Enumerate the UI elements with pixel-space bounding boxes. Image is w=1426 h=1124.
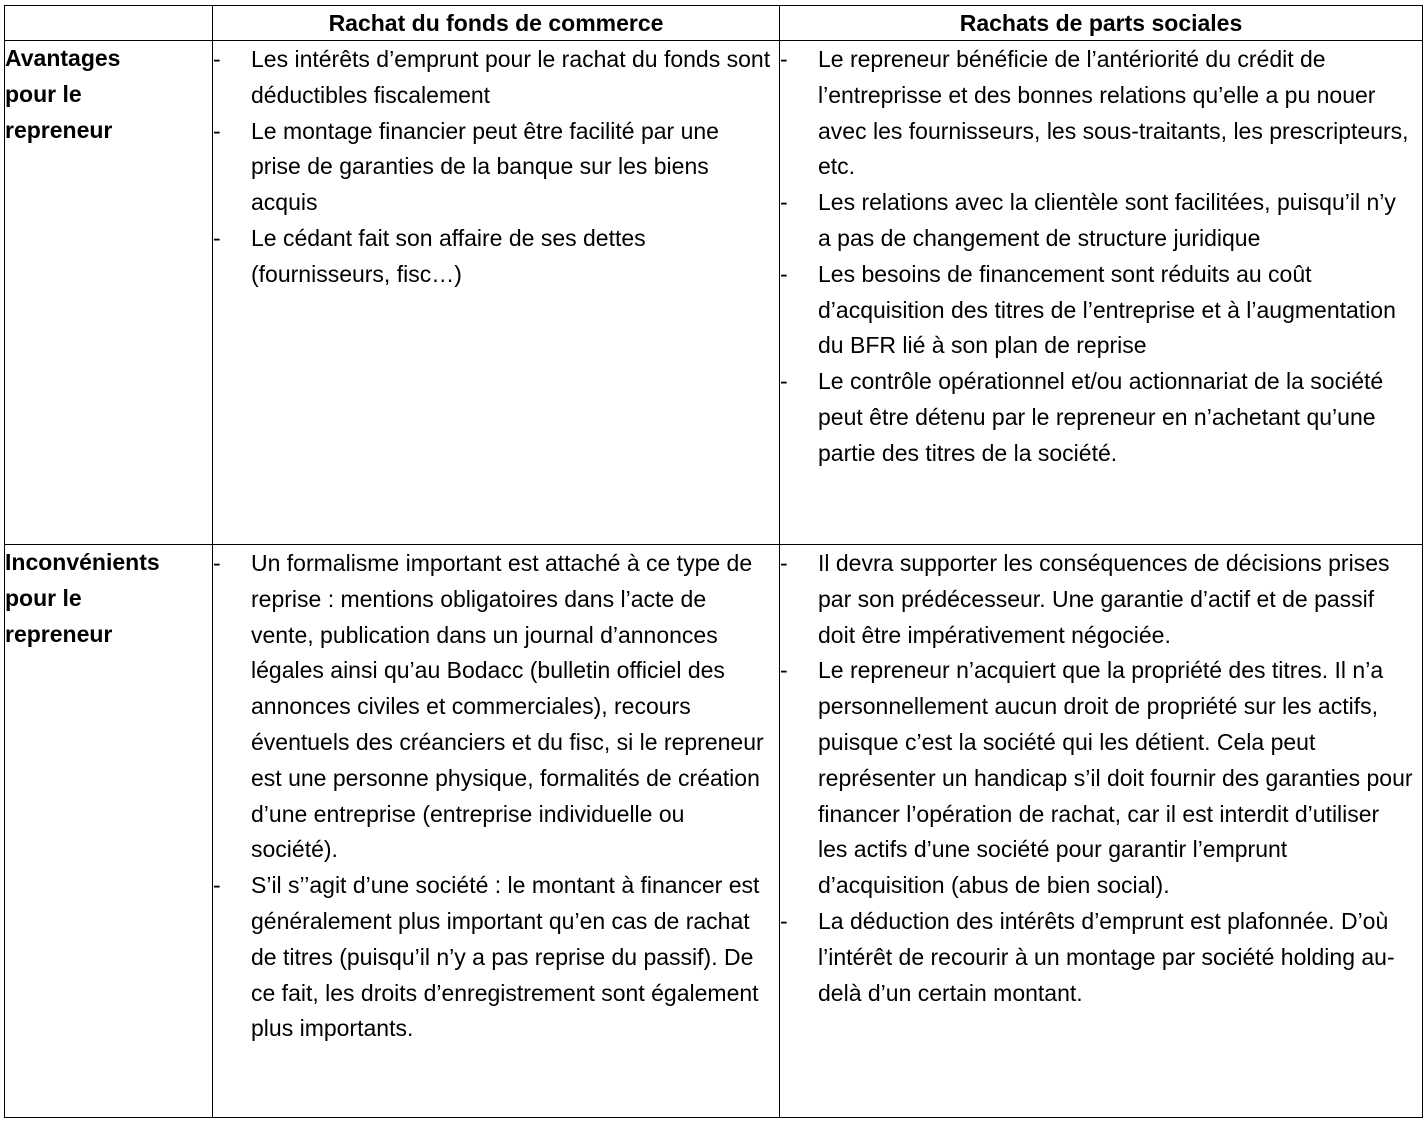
bullet-dash: - xyxy=(780,189,788,216)
column-header-fonds: Rachat du fonds de commerce xyxy=(213,6,780,41)
bullet-dash: - xyxy=(780,550,788,576)
row-header-line: pour le xyxy=(5,80,82,107)
row-header-line: repreneur xyxy=(5,620,113,647)
column-header-parts: Rachats de parts sociales xyxy=(780,6,1423,41)
cell-inconvenients-parts xyxy=(780,545,1423,1118)
bullet-dash: - xyxy=(213,550,221,576)
header-row xyxy=(5,6,1423,41)
row-header-line: Avantages xyxy=(5,45,121,71)
bullet-dash: - xyxy=(780,368,788,395)
list-inconvenients-parts xyxy=(780,545,1422,1011)
list-item xyxy=(213,868,771,1047)
item-text: Les intérêts d’emprunt pour le rachat du fonds sont déductibles fiscalement xyxy=(251,46,771,108)
list-item xyxy=(213,221,771,293)
item-text: La déduction des intérêts d’emprunt est plafonnée. D’où l’intérêt de recourir à un montage par société holding au-delà d’un certain montant. xyxy=(818,907,1395,1006)
corner-cell xyxy=(5,6,213,41)
bullet-dash: - xyxy=(213,117,221,144)
bullet-dash: - xyxy=(780,46,788,72)
list-item xyxy=(780,185,1414,257)
list-item xyxy=(780,257,1414,364)
list-item xyxy=(213,114,771,221)
item-text: S’il s’’agit d’une société : le montant à financer est généralement plus important qu’en cas de rachat de titres (puisqu’il n’y a pas reprise du passif). De ce fait, les droits d’enregistrement sont également plus importants. xyxy=(251,872,760,1042)
list-item xyxy=(780,653,1414,904)
item-text: Le repreneur bénéficie de l’antériorité du crédit de l’entreprisse et des bonnes relations qu’elle a pu nouer avec les fournisseurs, les sous-traitants, les prescripteurs, etc. xyxy=(818,46,1409,180)
row-header-line: repreneur xyxy=(5,116,113,143)
cell-avantages-fonds xyxy=(213,41,780,545)
bullet-dash: - xyxy=(780,657,788,684)
bullet-dash: - xyxy=(213,872,221,899)
list-item xyxy=(213,42,771,114)
row-header-line: pour le xyxy=(5,584,82,611)
item-text: Le cédant fait son affaire de ses dettes (fournisseurs, fisc…) xyxy=(251,224,646,287)
row-header-inconvenients xyxy=(5,545,213,1118)
list-item xyxy=(780,904,1414,1011)
row-inconvenients xyxy=(5,545,1423,1118)
item-text: Les relations avec la clientèle sont facilitées, puisqu’il n’y a pas de changement de structure juridique xyxy=(818,189,1396,251)
cell-inconvenients-fonds xyxy=(213,545,780,1118)
bullet-dash: - xyxy=(213,224,221,251)
bullet-dash: - xyxy=(213,46,221,72)
row-header-avantages xyxy=(5,41,213,545)
item-text: Le montage financier peut être facilité par une prise de garanties de la banque sur les biens acquis xyxy=(251,117,719,216)
item-text: Il devra supporter les conséquences de décisions prises par son prédécesseur. Une garantie d’actif et de passif doit être impérativement négociée. xyxy=(818,550,1390,648)
comparison-table xyxy=(4,5,1423,1118)
list-item xyxy=(780,42,1414,185)
item-text: Les besoins de financement sont réduits au coût d’acquisition des titres de l’entreprise et à l’augmentation du BFR lié à son plan de reprise xyxy=(818,260,1396,359)
list-item xyxy=(213,546,771,868)
list-avantages-parts xyxy=(780,41,1422,472)
list-item xyxy=(780,364,1414,471)
item-text: Le repreneur n’acquiert que la propriété des titres. Il n’a personnellement aucun droit de propriété sur les actifs, puisque c’est la société qui les détient. Cela peut représenter un handicap s’il doit fournir des garanties pour financer l’opération de rachat, car il est interdit d’utiliser les actifs d’une société pour garantir l’emprunt d’acquisition (abus de bien social). xyxy=(818,657,1413,899)
list-item xyxy=(780,546,1414,653)
row-header-line: Inconvénients xyxy=(5,549,160,575)
item-text: Un formalisme important est attaché à ce type de reprise : mentions obligatoires dans l’acte de vente, publication dans un journal d’annonces légales ainsi qu’au Bodacc (bulletin officiel des annonces civiles et commerciales), recours éventuels des créanciers et du fisc, si le repreneur est une personne physique, formalités de création d’une entreprise (entreprise individuelle ou société). xyxy=(251,550,764,863)
list-inconvenients-fonds xyxy=(213,545,779,1047)
item-text: Le contrôle opérationnel et/ou actionnariat de la société peut être détenu par le repreneur en n’achetant qu’une partie des titres de la société. xyxy=(818,368,1384,466)
row-avantages xyxy=(5,41,1423,545)
bullet-dash: - xyxy=(780,907,788,934)
cell-avantages-parts xyxy=(780,41,1423,545)
list-avantages-fonds xyxy=(213,41,779,293)
bullet-dash: - xyxy=(780,260,788,287)
